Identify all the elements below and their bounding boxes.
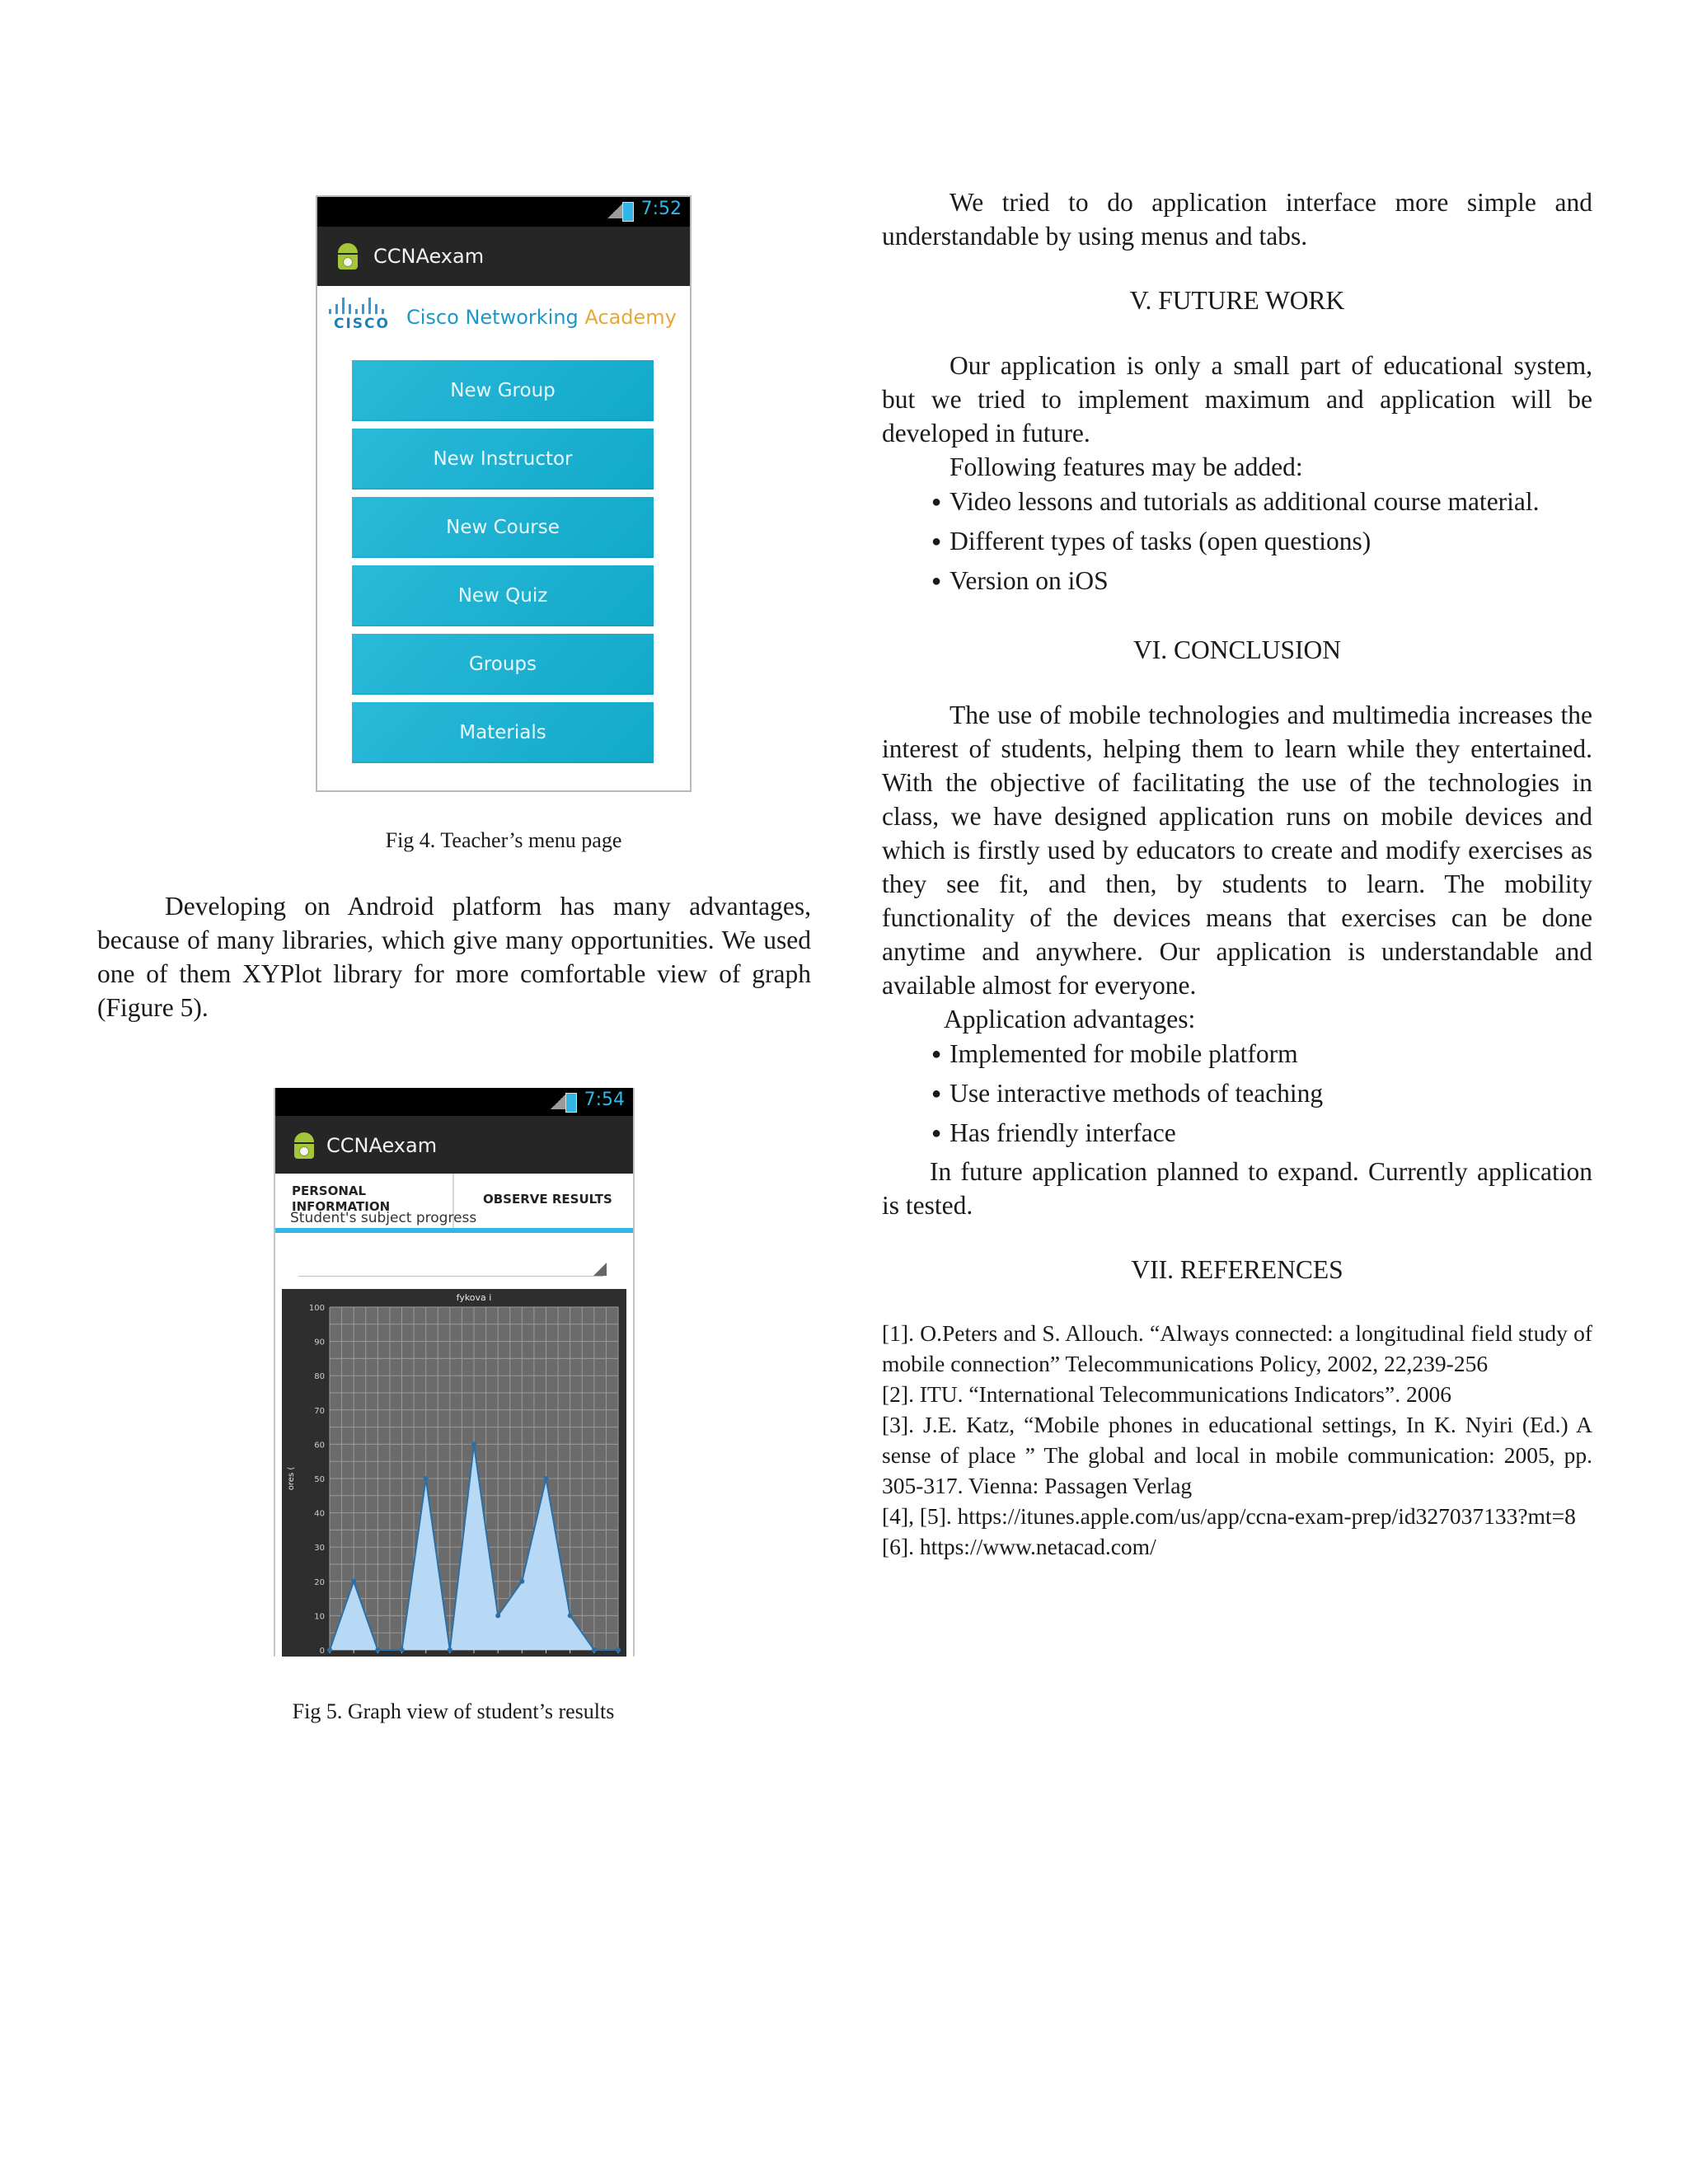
future-bullet: ● Different types of tasks (open questions) bbox=[882, 523, 1592, 563]
future-intro: Following features may be added: bbox=[950, 452, 1303, 481]
advantage-bullet: ● Use interactive methods of teaching bbox=[882, 1076, 1592, 1115]
y-tick-label: 70 bbox=[314, 1406, 325, 1416]
status-bar bbox=[275, 1088, 633, 1116]
conclusion-heading: VI. CONCLUSION bbox=[1133, 635, 1341, 664]
reference-item: [3]. J.E. Katz, “Mobile phones in educational settings, In K. Nyiri (Ed.) A sense of place ” The global and local in mobile communication: 2005, pp. 305-317. Vienna: Passagen Verlag bbox=[882, 1412, 1592, 1498]
y-tick-label: 80 bbox=[314, 1372, 325, 1382]
app-title: CCNAexam bbox=[326, 1134, 438, 1157]
advantages-intro: Application advantages: bbox=[944, 1005, 1196, 1033]
y-tick-label: 30 bbox=[314, 1544, 325, 1554]
reference-item[interactable]: [4], [5]. https://itunes.apple.com/us/app/ccna-exam-prep/id327037133?mt=8 bbox=[882, 1503, 1576, 1529]
reference-list bbox=[882, 1318, 1592, 1562]
progress-chart bbox=[282, 1289, 626, 1657]
new-quiz-button[interactable]: New Quiz bbox=[352, 565, 654, 626]
cisco-logo-icon bbox=[329, 298, 395, 314]
advantage-bullet: ● Has friendly interface bbox=[882, 1115, 1592, 1155]
data-point bbox=[424, 1476, 429, 1481]
data-point bbox=[448, 1647, 452, 1652]
academy-title: Cisco Networking Academy bbox=[406, 306, 677, 329]
groups-button[interactable]: Groups bbox=[352, 634, 654, 695]
app-title: CCNAexam bbox=[373, 245, 485, 268]
new-instructor-button[interactable]: New Instructor bbox=[352, 429, 654, 490]
data-point bbox=[544, 1476, 549, 1481]
data-point bbox=[471, 1441, 476, 1446]
tab-personal-information[interactable]: PERSONAL INFORMATION bbox=[292, 1183, 391, 1214]
new-group-button[interactable]: New Group bbox=[352, 360, 654, 421]
signal-icon bbox=[551, 1094, 565, 1109]
android-app-icon bbox=[335, 243, 360, 269]
y-tick-label: 100 bbox=[308, 1304, 325, 1313]
future-work-heading: V. FUTURE WORK bbox=[1129, 286, 1345, 315]
battery-icon bbox=[622, 202, 634, 222]
reference-item: [2]. ITU. “International Telecommunications Indicators”. 2006 bbox=[882, 1381, 1451, 1407]
data-point bbox=[327, 1647, 332, 1652]
status-time: 7:54 bbox=[584, 1090, 625, 1110]
cisco-header bbox=[317, 286, 690, 350]
data-point bbox=[400, 1647, 405, 1652]
data-point bbox=[592, 1647, 597, 1652]
fig5-caption: Fig 5. Graph view of student’s results bbox=[292, 1699, 615, 1723]
materials-button[interactable]: Materials bbox=[352, 702, 654, 763]
y-tick-label: 90 bbox=[314, 1338, 325, 1347]
fig4-caption: Fig 4. Teacher’s menu page bbox=[385, 828, 622, 852]
future-bullet: ● Video lessons and tutorials as additional course material. bbox=[882, 484, 1592, 523]
action-bar bbox=[317, 227, 690, 286]
y-tick-label: 0 bbox=[319, 1647, 325, 1656]
reference-item: [1]. O.Peters and S. Allouch. “Always connected: a longitudinal field study of mobile connection” Telecommunications Policy, 2002, 22,239-256 bbox=[882, 1320, 1592, 1376]
data-point bbox=[375, 1647, 380, 1652]
new-course-button[interactable]: New Course bbox=[352, 497, 654, 558]
tab-observe-results[interactable]: OBSERVE RESULTS bbox=[483, 1192, 612, 1207]
reference-item[interactable]: [6]. https://www.netacad.com/ bbox=[882, 1534, 1156, 1559]
spinner-arrow-icon[interactable] bbox=[593, 1263, 607, 1276]
future-paragraph: Our application is only a small part of educational system, but we tried to implement maximum and application will be developed in future. bbox=[882, 351, 1592, 448]
cisco-logo-text: CISCO bbox=[334, 316, 390, 332]
y-tick-label: 10 bbox=[314, 1612, 325, 1622]
y-tick-label: 20 bbox=[314, 1577, 325, 1587]
future-bullet: ● Version on iOS bbox=[882, 563, 1592, 602]
progress-chart-svg bbox=[282, 1289, 626, 1657]
subject-spinner[interactable] bbox=[298, 1276, 603, 1277]
advantage-bullet: ● Implemented for mobile platform bbox=[882, 1036, 1592, 1076]
intro-paragraph: We tried to do application interface more simple and understandable by using menus and tabs. bbox=[882, 188, 1592, 251]
android-app-icon bbox=[292, 1132, 316, 1159]
action-bar bbox=[275, 1116, 633, 1174]
fig4-screenshot bbox=[316, 195, 692, 792]
spinner-label: Student's subject progress bbox=[290, 1210, 477, 1226]
closing-paragraph: In future application planned to expand. Currently application is tested. bbox=[882, 1157, 1592, 1220]
y-tick-label: 60 bbox=[314, 1441, 325, 1451]
status-bar bbox=[317, 197, 690, 227]
chart-title: fykova i bbox=[456, 1292, 492, 1303]
signal-icon bbox=[607, 204, 622, 218]
data-point bbox=[495, 1613, 500, 1618]
fig5-screenshot bbox=[274, 1088, 635, 1657]
y-tick-label: 50 bbox=[314, 1475, 325, 1484]
battery-icon bbox=[565, 1093, 577, 1113]
status-time: 7:52 bbox=[640, 199, 682, 219]
conclusion-paragraph: The use of mobile technologies and multimedia increases the interest of students, helping them to learn while they entertained. With the objective of facilitating the use of the technologies in class, we have designed application runs on mobile devices and which is firstly used by educators to create and modify exercises as they see fit, and then, by students to learn. The mobility functionality of the devices means that exercises can be done anytime and anywhere. Our application is understandable and available almost for everyone. bbox=[882, 701, 1592, 1000]
y-tick-label: 40 bbox=[314, 1509, 325, 1519]
data-point bbox=[351, 1579, 356, 1584]
data-point bbox=[616, 1647, 621, 1652]
data-point bbox=[519, 1579, 524, 1584]
data-point bbox=[568, 1613, 573, 1618]
references-heading: VII. REFERENCES bbox=[1131, 1255, 1343, 1284]
y-axis-label: ores ( bbox=[287, 1466, 296, 1491]
left-paragraph: Developing on Android platform has many advantages, because of many libraries, which give many opportunities. We used one of them XYPlot library for more comfortable view of graph (Figure 5). bbox=[97, 892, 811, 1022]
